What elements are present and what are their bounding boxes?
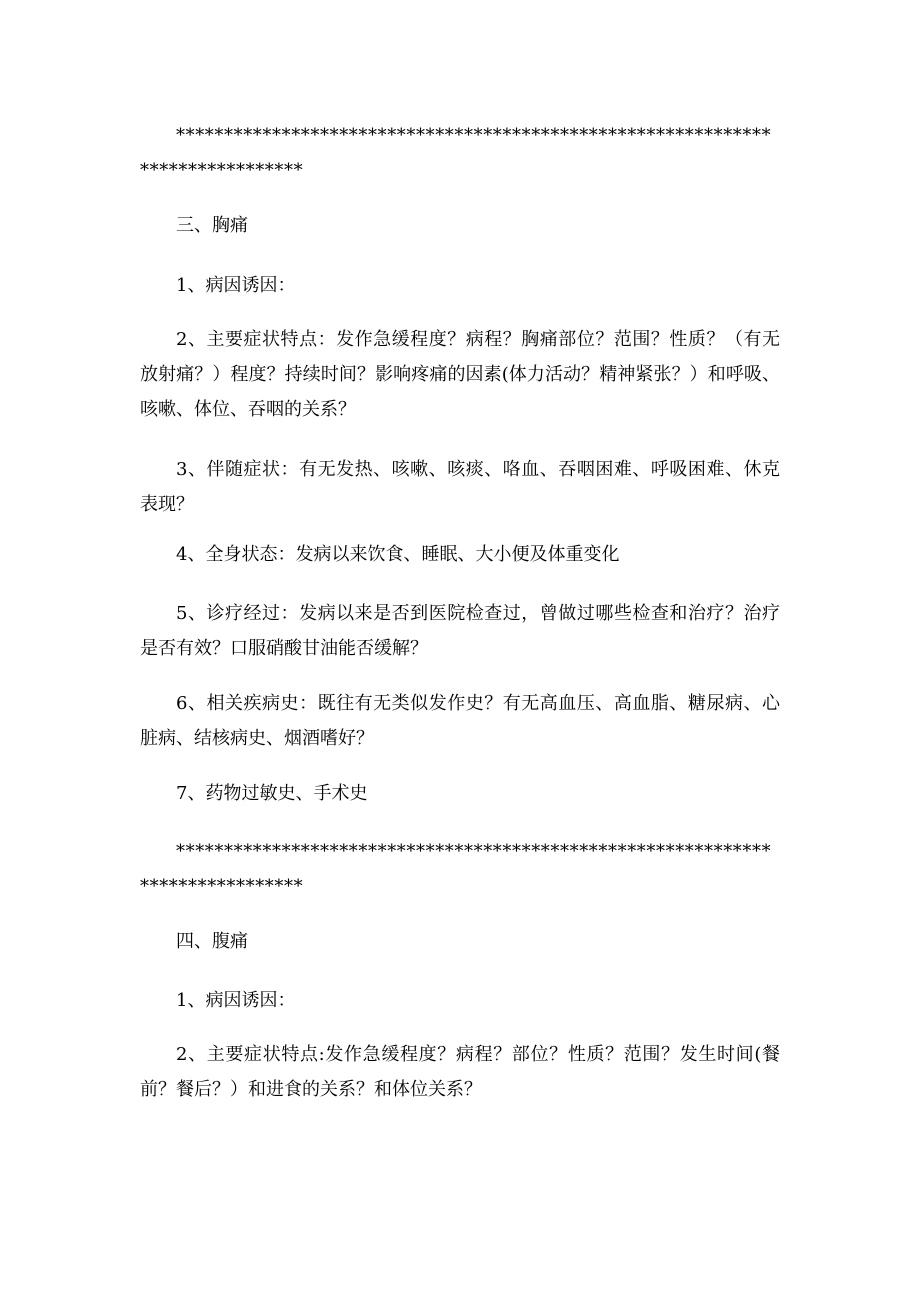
paragraph-item: 7、药物过敏史、手术史 [176, 783, 368, 804]
paragraph-item: 2、主要症状特点：发作急缓程度？病程？胸痛部位？范围？性质？（有无放射痛？）程度？持续时间？影响疼痛的因素(体力活动？精神紧张？）和呼吸、咳嗽、体位、吞咽的关系？ [140, 329, 780, 420]
paragraph-item: 1、病因诱因： [176, 275, 296, 296]
paragraph-item: 2、主要症状特点:发作急缓程度？病程？部位？性质？范围？发生时间(餐前？餐后？）和进食的关系？和体位关系？ [140, 1044, 780, 1100]
paragraph-item: 1、病因诱因： [176, 990, 296, 1011]
paragraph-item: 5、诊疗经过：发病以来是否到医院检查过，曾做过哪些检查和治疗？治疗是否有效？口服硝酸甘油能否缓解？ [140, 603, 780, 659]
paragraph-item: 4、全身状态：发病以来饮食、睡眠、大小便及体重变化 [176, 544, 620, 565]
paragraph-item: 3、伴随症状：有无发热、咳嗽、咳痰、咯血、吞咽困难、呼吸困难、休克表现？ [140, 459, 780, 515]
separator-line: ******************************************************************************* [140, 125, 772, 181]
section-heading-chest-pain: 三、胸痛 [176, 215, 248, 236]
paragraph-item: 6、相关疾病史：既往有无类似发作史？有无高血压、高血脂、糖尿病、心脏病、结核病史、烟酒嗜好？ [140, 693, 780, 749]
separator-line: ******************************************************************************* [140, 841, 772, 897]
section-heading-abdominal-pain: 四、腹痛 [176, 931, 248, 952]
